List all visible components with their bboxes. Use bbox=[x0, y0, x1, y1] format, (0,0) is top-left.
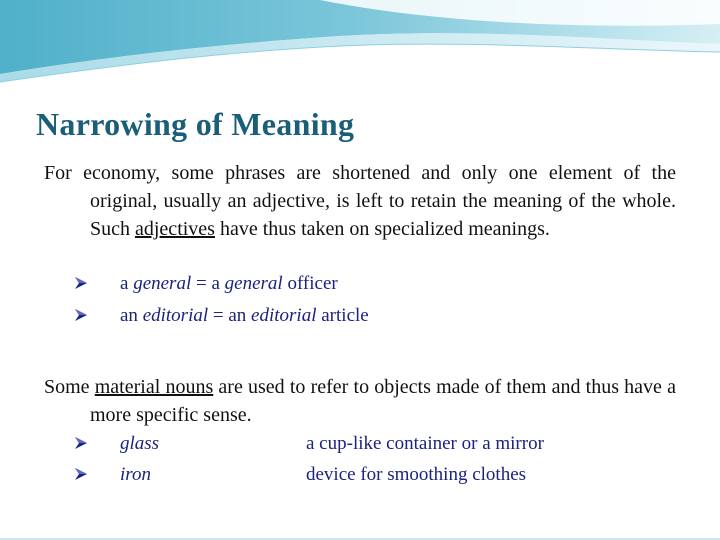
bullet-word-italic: editorial bbox=[251, 305, 317, 326]
header-wave-decoration bbox=[0, 0, 720, 90]
paragraph-material-nouns bbox=[44, 373, 676, 429]
bullet-text-part: = a bbox=[191, 273, 225, 294]
bullet-text-part: = an bbox=[208, 305, 252, 326]
bullet-text-part: a bbox=[120, 273, 134, 294]
para1-underlined-term: adjectives bbox=[135, 218, 215, 240]
bullet-text bbox=[120, 304, 369, 328]
bullet-text-part: article bbox=[316, 305, 369, 326]
slide-title: Narrowing of Meaning bbox=[36, 106, 355, 142]
arrow-bullet-icon bbox=[74, 467, 88, 481]
bullet-definition: device for smoothing clothes bbox=[306, 464, 527, 485]
bullet-word-italic: general bbox=[133, 273, 192, 294]
bullet-text bbox=[120, 432, 544, 456]
bullet-text bbox=[120, 463, 527, 487]
bullet-word-italic: editorial bbox=[142, 305, 209, 326]
bullet-text-part: an bbox=[120, 305, 143, 326]
para1-text-start: For economy, some phrases are shortened and only one element of the original, usually an adjective, is left to retain the meaning of the whole. Such bbox=[44, 162, 676, 240]
bullet-text-part: officer bbox=[282, 273, 338, 294]
arrow-bullet-icon bbox=[74, 276, 88, 290]
bullet-word-italic: general bbox=[224, 273, 283, 294]
bullet-term: glass bbox=[120, 433, 160, 454]
para2-underlined-term: material nouns bbox=[94, 376, 214, 398]
para2-text-end: are used to refer to objects made of them and thus have a more specific sense. bbox=[90, 376, 676, 426]
bullet-definition: a cup-like container or a mirror bbox=[306, 433, 544, 454]
bullet-text bbox=[120, 272, 338, 296]
paragraph-adjectives bbox=[44, 159, 676, 243]
arrow-bullet-icon bbox=[74, 308, 88, 322]
bullet-term: iron bbox=[120, 464, 151, 485]
para2-text-start: Some bbox=[44, 376, 95, 398]
para1-text-end: have thus taken on specialized meanings. bbox=[214, 218, 550, 240]
arrow-bullet-icon bbox=[74, 436, 88, 450]
